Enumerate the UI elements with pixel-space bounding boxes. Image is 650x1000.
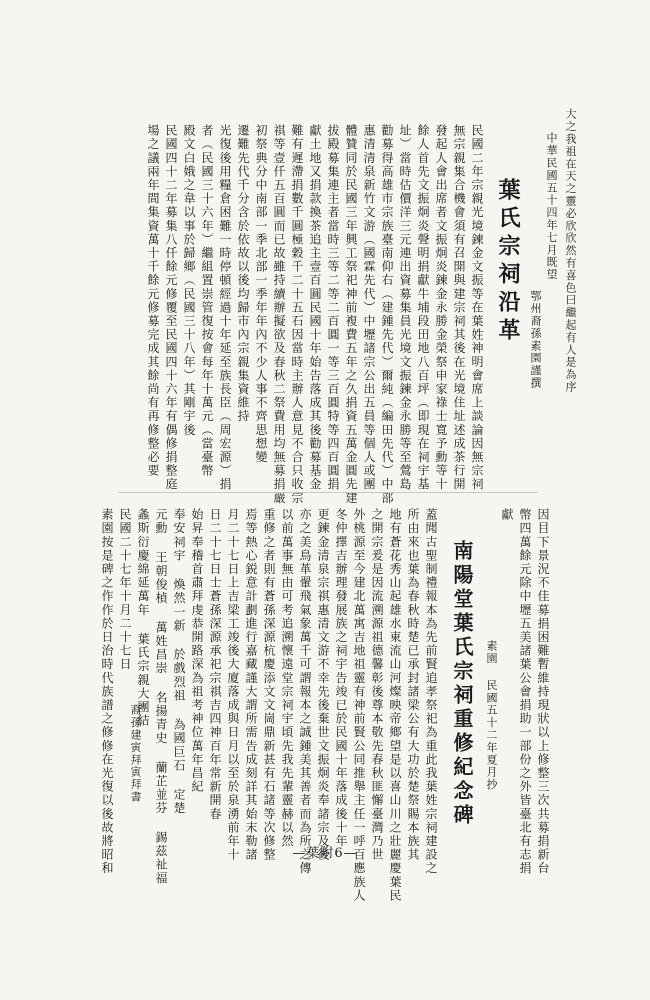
upper-body-line: 拔殿募集連主者當時三等二等二百圓一等三百圓特等四百圓捐: [326, 124, 340, 492]
lower-body-line: 蓋聞古聖制禮報本為先前賢追孝祭祀為重此我葉姓宗祠建設之: [424, 508, 438, 876]
upper-date-line: 素園 民國五十二年夏月抄: [485, 640, 498, 791]
upper-body-line: 初祭典分中南部一季北部一季年年內不少人事不齊思想變: [254, 124, 268, 464]
upper-body-line: 遷難先代千分含於依故以後均歸市內宗親集資維持: [236, 124, 250, 424]
lower-body-line: 奉安祠宇 煥然一新 於戲烈祖 為國巨石 定楚: [172, 508, 186, 816]
preface-closing-line: 大之我祖在天之靈必欣欣然有喜色曰繼起有人是為序: [564, 108, 577, 394]
upper-body-line: 惠清清泉新竹文游（國霖先代）中壢諸宗公出五員等個人或團: [362, 124, 376, 492]
upper-body-line: 者（民國三十六年）繼組置崇管復按會每年十萬元（當臺幣: [200, 124, 214, 478]
upper-body-line: 祺等壹仟五百圓而已故雖持續辦擬欲及春秋二祭費用均無募捐嚴: [272, 124, 286, 505]
lower-body-line: 以前萬事無由可考追溯懷遠堂宗祠宇頃先我先輩靈赫以然: [280, 508, 294, 848]
upper-body-cont-line: 獻: [500, 508, 514, 522]
lower-body-line: 地有蒼花秀山起雄水東流山河燦映帝鄉望是以喜山川之壯麗慶葉民: [388, 508, 402, 903]
lower-body-line: 冬仲擇吉辦理發展族之祠宇告竣已於民國十年落成後十年: [334, 508, 348, 848]
upper-body-line: 址）當時估價洋三元連出資募集員光境文振鍊金永勝等至鶯島: [398, 124, 412, 492]
upper-body-line: 餘人首先文振炯炎聲明捐獻牛埔段田地八百坪（即現在祠宇基: [416, 124, 430, 492]
upper-body-cont-line: 因目下景況不佳募捐困難暫維持現狀以上修整三次共募捐新台: [536, 508, 550, 876]
upper-body-line: 體贊同於民國三年興工祭祀神前複費五年之久捐資五萬金圓先建: [344, 124, 358, 505]
preface-date-line: 中華民國五十四年七月既望: [545, 132, 558, 281]
lower-body-line: 日二十七日士蒼孫深源承祀宗祺吉四神百年常新開春: [208, 508, 222, 821]
lower-body-line: 月二十七日上吉梁工竣後大廈落成與日月以至於泉湧前年十: [226, 508, 240, 862]
lower-body-line: 元勳 王朝俊楨 萬姓昌崇 名揚青史 蘭芷並芬 錫茲祉福: [154, 508, 168, 886]
lower-closing-line: 素園按是碑之作作於日治時代族譜之修修在光復以後故將昭和: [100, 508, 114, 876]
upper-body-line: 發起人會出席者文振炯炎鍊金永勝金榮祭申家祿士寬予勳等十: [434, 124, 448, 492]
lower-title: 南陽堂葉氏宗祠重修紀念碑: [450, 540, 474, 828]
upper-body-cont-line: 幣四萬餘元除中壢五美諸葉公會捐助一部份之外皆臺北有志捐: [518, 508, 532, 876]
upper-body-line: 光復後用糧倉困難一時停頓經過十年延至族長臣（周宏源）捐: [218, 124, 232, 492]
lower-signature-line: 裔孫建寅拜寅拜書: [129, 704, 142, 804]
upper-body-line: 場之議兩年間集資萬十千餘元修募完成其餘尚有再修整必要: [146, 124, 160, 478]
lower-body-line: 外桃源至今建北萬寓吉地祖靈有神前賢公同推舉主任一呼百應族人: [352, 508, 366, 903]
upper-body-line: 民國二年宗親光境鍊金文振等在葉姓神明會席上談論因無宗祠: [470, 124, 484, 492]
upper-body-line: 無宗親集合機會須有召開與建宗祠其後在光境住址述成茶行開: [452, 124, 466, 492]
upper-body-line: 勸募得高雄市宗族臺南仰右（建鍾先代）爾純（編田先代）中部: [380, 124, 394, 505]
upper-body-line: 民國四十二年募集八仟餘元修覆至民國四十六年有偶修捐整庭: [164, 124, 178, 492]
preface-author-line: 鄂州裔孫素園謹撰: [529, 290, 542, 390]
lower-body-line: 之開宗爰是因流溯源祖德馨彰後尊本敬先春秋匪懈臺灣乃世: [370, 508, 384, 862]
upper-body-line: 獻土地又捐款換茶追主壹百圓民國十年始告落成其後勸募基金: [308, 124, 322, 492]
lower-body-line: 亦之美鳥革翬飛氣象萬千可謂報本之誠鍾美其善者而為所之傳: [298, 508, 312, 876]
lower-body-line: 更鍊金清泉宗祺惠清文游不幸先後棄世文振炯炎奉諸宗及後: [316, 508, 330, 862]
upper-body-line: 難有遲滯捐數千圓極穀千二十五石因當時主辦人意見不合只收宗: [290, 124, 304, 505]
page-number: —葉附6—: [292, 846, 358, 861]
section-divider: [118, 492, 538, 493]
lower-body-line: 重修之者則有蒼孫深源杭慶添文文崗鼎新甚有石諸等次修整: [262, 508, 276, 862]
upper-body-line: 殿文白娥之韋以事於歸鄉（民國三十八年）其剛宇後: [182, 124, 196, 437]
lower-body-line: 焉等熱心鋭意計劃進行嘉藏謹大謂所需告成刻詳其始末勒諸: [244, 508, 258, 862]
lower-closing-line: 螽斯衍慶綿延萬年 葉氏宗親大團結: [136, 508, 150, 728]
lower-closing-line: 民國二十七年十月二十七日: [118, 508, 132, 672]
upper-title: 葉氏宗祠沿革: [495, 178, 521, 346]
lower-body-line: 始昇奉稽首肅拜虔恭開路深為祖考神位萬年昌紀: [190, 508, 204, 794]
lower-body-line: 所由來也葉為春秋時楚已承封諸梁公有大功於楚祭賜本族其: [406, 508, 420, 862]
